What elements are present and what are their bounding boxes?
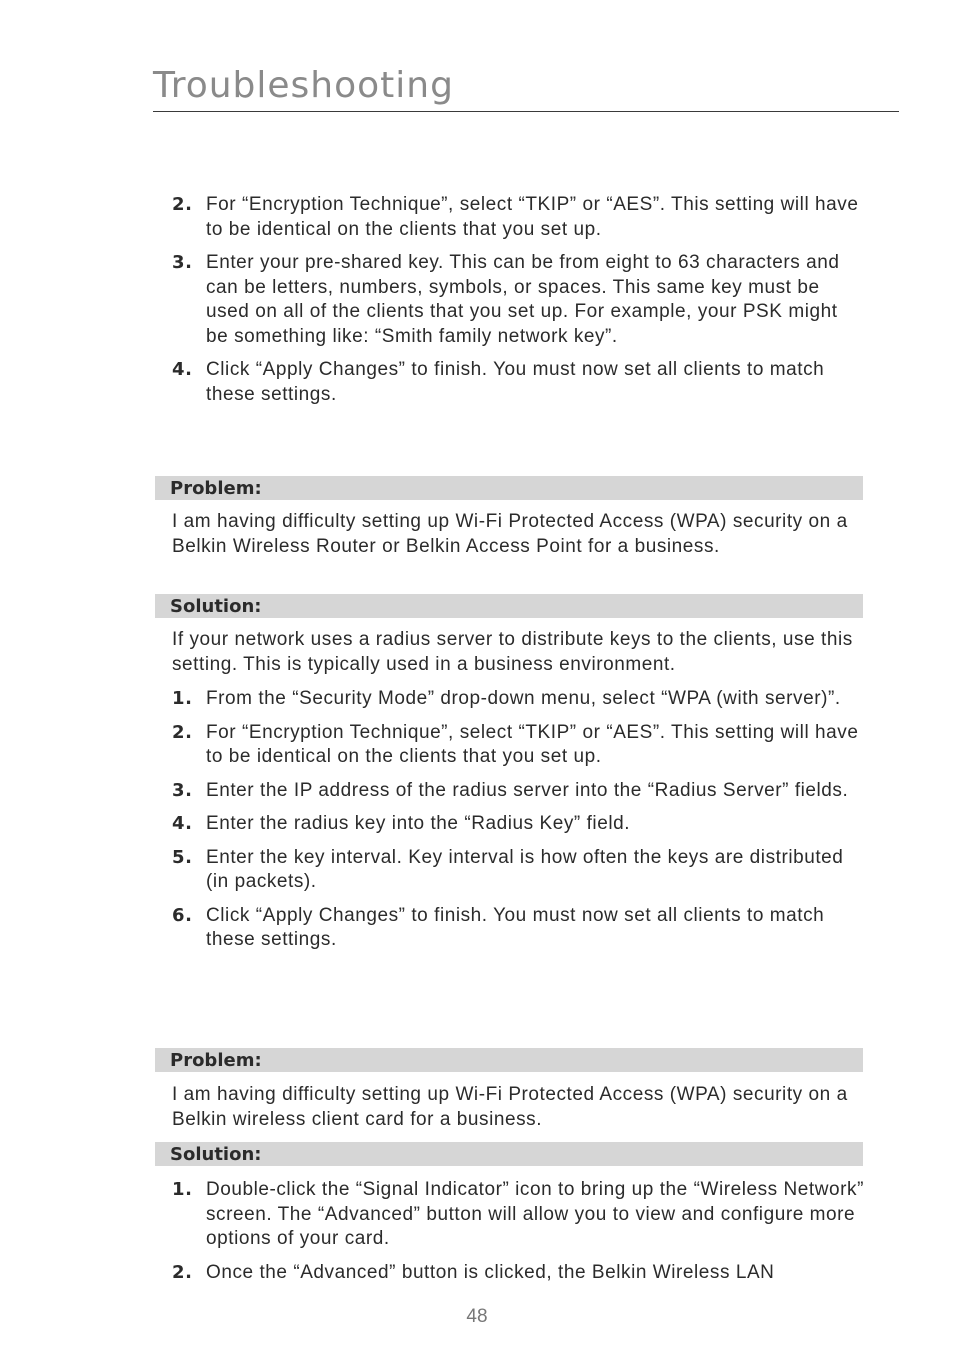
list-item	[0, 812, 954, 837]
list-item	[0, 904, 954, 953]
list-item	[0, 687, 954, 712]
step-number: 2.	[172, 1261, 193, 1283]
step-number: 1.	[172, 688, 193, 709]
list-item	[0, 846, 954, 895]
list-item	[0, 779, 954, 804]
solution-step-list	[0, 687, 954, 962]
step-text: Double-click the “Signal Indicator” icon to bring up the “Wireless Network” screen. The “Advanced” button will allow you to view and configure more options of your card.	[206, 1179, 864, 1249]
problem-label: Problem:	[170, 478, 262, 499]
step-text: Enter the key interval. Key interval is how often the keys are distributed (in packets).	[206, 846, 844, 892]
step-number: 6.	[172, 904, 193, 926]
list-item	[0, 721, 954, 770]
solution-intro: If your network uses a radius server to distribute keys to the clients, use this setting. This is typically used in a business environment.	[172, 629, 853, 675]
solution-step-list	[0, 1178, 954, 1294]
problem-text: I am having difficulty setting up Wi-Fi Protected Access (WPA) security on a Belkin Wireless Router or Belkin Access Point for a business.	[172, 511, 848, 557]
top-step-list	[0, 193, 954, 416]
step-number: 5.	[172, 846, 193, 868]
step-text: Enter the radius key into the “Radius Key” field.	[206, 813, 631, 834]
step-number: 3.	[172, 252, 193, 273]
step-text: Once the “Advanced” button is clicked, the Belkin Wireless LAN	[206, 1261, 775, 1283]
list-item	[0, 358, 954, 407]
step-text: From the “Security Mode” drop-down menu, select “WPA (with server)”.	[206, 688, 841, 709]
page-number: 48	[466, 1306, 488, 1327]
list-item	[0, 193, 954, 242]
list-item	[0, 1178, 954, 1252]
step-number: 2.	[172, 194, 193, 215]
step-text: Click “Apply Changes” to finish. You must now set all clients to match these settings.	[206, 359, 825, 405]
step-text: For “Encryption Technique”, select “TKIP” or “AES”. This setting will have to be identical on the clients that you set up.	[206, 721, 859, 767]
problem-text: I am having difficulty setting up Wi-Fi Protected Access (WPA) security on a Belkin wireless client card for a business.	[172, 1084, 848, 1130]
page-title: Troubleshooting	[153, 65, 454, 106]
solution-label: Solution:	[170, 1144, 262, 1165]
step-text: Enter the IP address of the radius server into the “Radius Server” fields.	[206, 779, 849, 801]
step-number: 2.	[172, 721, 193, 743]
problem-header	[155, 1048, 863, 1072]
step-text: Enter your pre-shared key. This can be from eight to 63 characters and can be letters, numbers, symbols, or spaces. This same key must be used on all of the clients that you set up. For example, your PSK might be something like: “Smith family network key”.	[206, 252, 840, 347]
step-number: 4.	[172, 813, 193, 834]
header-divider	[153, 111, 899, 112]
solution-header	[155, 1142, 863, 1166]
solution-header	[155, 594, 863, 618]
solution-label: Solution:	[170, 596, 262, 617]
step-number: 4.	[172, 359, 193, 380]
step-text: For “Encryption Technique”, select “TKIP” or “AES”. This setting will have to be identical on the clients that you set up.	[206, 194, 859, 240]
step-text: Click “Apply Changes” to finish. You must now set all clients to match these settings.	[206, 904, 825, 950]
problem-label: Problem:	[170, 1050, 262, 1071]
list-item	[0, 251, 954, 349]
problem-header	[155, 476, 863, 500]
step-number: 1.	[172, 1179, 193, 1200]
list-item	[0, 1261, 954, 1286]
step-number: 3.	[172, 779, 193, 801]
